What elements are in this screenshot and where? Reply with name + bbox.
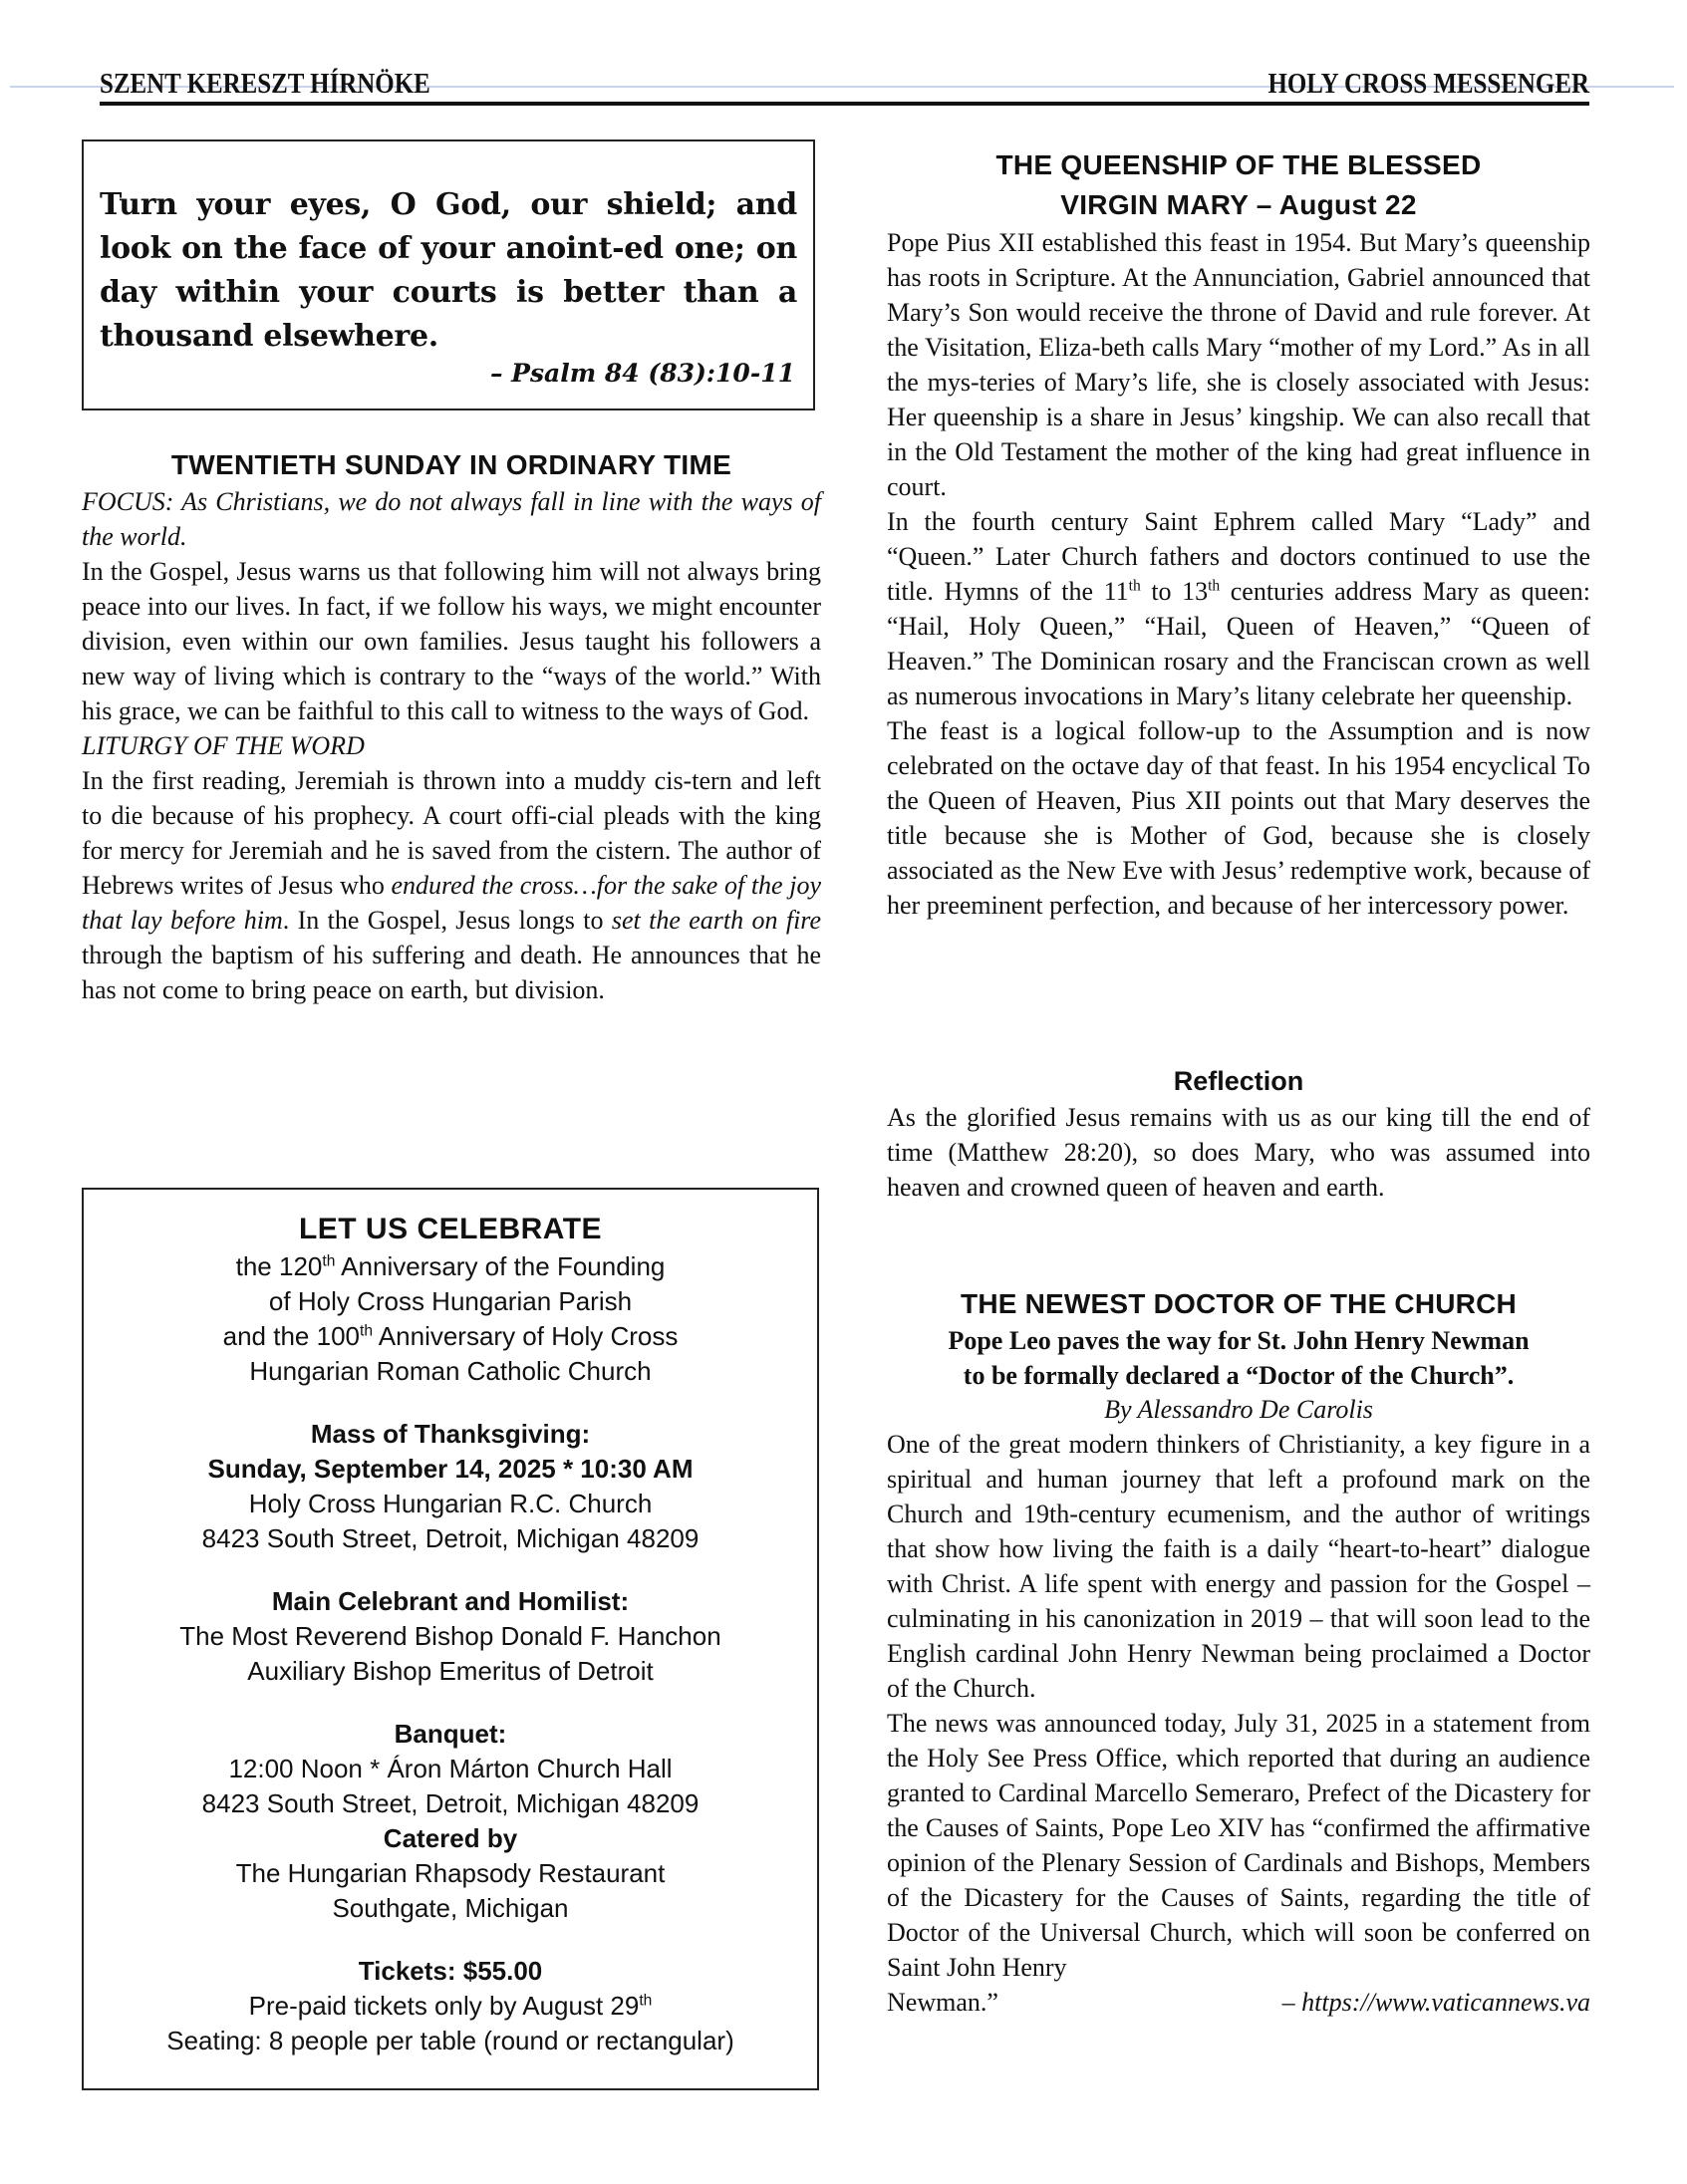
- article-paragraph: One of the great modern thinkers of Christianity, a key figure in a spiritual and human journey that left a profound mark on the Church and 19th-century ecumenism, and the author of writings that show how living the faith is a daily “heart-to-heart” dialogue with Christ. A life spent with energy and passion for the Gospel – culminating in his canonization in 2019 – that will soon lead to the English cardinal John Henry Newman being proclaimed a Doctor of the Church.: [887, 1430, 1590, 1703]
- scripture-citation: – Psalm 84 (83):10-11: [489, 359, 795, 388]
- queenship-paragraph: Pope Pius XII established this feast in 1954. But Mary’s queenship has roots in Scripture. At the Annunciation, Gabriel announced that Mary’s Son would receive the throne of David and rule forever. At the Visitation, Eliza-beth calls Mary “mother of my Lord.” As in all the mys-teries of Mary’s life, she is closely associated with Jesus: Her queenship is a share in Jesus’ kingship. We can also recall that in the Old Testament the mother of the king had great influence in court.: [887, 228, 1590, 501]
- celebrate-title: LET US CELEBRATE: [298, 1213, 603, 1245]
- reflection-paragraph: As the glorified Jesus remains with us as our king till the end of time (Matthew 28:20), so does Mary, who was assumed into heaven and crowned queen of heaven and earth.: [887, 1103, 1590, 1202]
- liturgy-text: through the baptism of his suffering and death. He announces that he has not come to bring peace on earth, but division.: [82, 941, 821, 1004]
- anniversary-line: and the 100th Anniversary of Holy Cross: [222, 1321, 679, 1351]
- header-english-title: HOLY CROSS MESSENGER: [1267, 68, 1589, 100]
- article-subheading: to be formally declared a “Doctor of the Church”.: [963, 1361, 1515, 1390]
- celebrate-announcement-box: [82, 1188, 819, 2090]
- anniversary-line: Hungarian Roman Catholic Church: [249, 1356, 652, 1386]
- banquet-address: 8423 South Street, Detroit, Michigan 48209: [201, 1788, 700, 1818]
- queenship-paragraph: In the fourth century Saint Ephrem called Mary “Lady” and “Queen.” Later Church fathers and doctors continued to use the title. Hymns of the 11th to 13th centuries address Mary as queen: “Hail, Holy Queen,” “Hail, Queen of Heaven,” “Queen of Heaven.” The Dominican rosary and the Franciscan crown as well as numerous invocations in Mary’s litany celebrate her queenship.: [887, 507, 1590, 710]
- liturgy-text: . In the Gospel, Jesus longs to: [282, 906, 612, 935]
- tickets-heading: Tickets: $55.00: [358, 1956, 543, 1986]
- liturgy-paragraph: [82, 763, 821, 1007]
- section-heading: Reflection: [1173, 1066, 1304, 1096]
- article-source-line: [887, 1985, 1590, 2020]
- section-heading: TWENTIETH SUNDAY IN ORDINARY TIME: [170, 449, 732, 480]
- article-last-line: Newman.”: [887, 1988, 998, 2017]
- anniversary-line: the 120th Anniversary of the Founding: [235, 1251, 666, 1281]
- section-heading: VIRGIN MARY – August 22: [1060, 189, 1417, 220]
- header-hungarian-title: SZENT KERESZT HÍRNÖKE: [100, 68, 430, 100]
- liturgy-text: In the first reading, Jeremiah is thrown into a muddy cis-tern and left to die because of his prophecy. A court offi-cial pleads with the king for mercy for Jeremiah and he is saved from the cistern. The author of Hebrews writes of Jesus who: [82, 766, 821, 900]
- liturgy-quote: endured the cross…for the sake of the joy that lay before him: [82, 871, 821, 935]
- anniversary-line: of Holy Cross Hungarian Parish: [268, 1286, 633, 1316]
- celebrant-title: Auxiliary Bishop Emeritus of Detroit: [247, 1656, 654, 1686]
- liturgy-label: LITURGY OF THE WORD: [82, 731, 365, 760]
- section-newest-doctor: [887, 1285, 1590, 2020]
- caterer-name: The Hungarian Rhapsody Restaurant: [235, 1858, 666, 1888]
- seating-note: Seating: 8 people per table (round or rectangular): [166, 2026, 734, 2055]
- source-link[interactable]: – https://www.vaticannews.va: [1281, 1988, 1590, 2017]
- scripture-box: [82, 139, 815, 410]
- celebrant-heading: Main Celebrant and Homilist:: [271, 1586, 630, 1616]
- page-header: [100, 68, 1589, 106]
- queenship-paragraph: The feast is a logical follow-up to the Assumption and is now celebrated on the octave day of that feast. In his 1954 encyclical To the Queen of Heaven, Pius XII points out that Mary deserves the title because she is Mother of God, because she is closely associated as the New Eve with Jesus’ redemptive work, because of her preeminent perfection, and because of her intercessory power.: [887, 716, 1590, 920]
- mass-heading: Mass of Thanksgiving:: [310, 1419, 591, 1449]
- celebrant-name: The Most Reverend Bishop Donald F. Hanchon: [179, 1621, 721, 1651]
- article-paragraph: The news was announced today, July 31, 2025 in a statement from the Holy See Press Office, which reported that during an audience granted to Cardinal Marcello Semeraro, Prefect of the Dicastery for the Causes of Saints, Pope Leo XIV has “confirmed the affirmative opinion of the Plenary Session of Cardinals and Bishops, Members of the Dicastery for the Causes of Saints, regarding the title of Doctor of the Universal Church, which will soon be conferred on Saint John Henry: [887, 1709, 1590, 1982]
- mass-place: Holy Cross Hungarian R.C. Church: [248, 1489, 653, 1518]
- section-reflection: [887, 1062, 1590, 1205]
- gospel-paragraph: In the Gospel, Jesus warns us that following him will not always bring peace into our lives. In fact, if we follow his ways, we might encounter division, even within our own families. Jesus taught his followers a new way of living which is contrary to the “ways of the world.” With his grace, we can be faithful to this call to witness to the ways of God.: [82, 557, 821, 725]
- scripture-quote: Turn your eyes, O God, our shield; and look on the face of your anoint-ed one; on day within your courts is better than a thousand elsewhere.: [100, 187, 797, 354]
- banquet-time-place: 12:00 Noon * Áron Márton Church Hall: [228, 1754, 673, 1783]
- focus-statement: FOCUS: As Christians, we do not always fall in line with the ways of the world.: [82, 487, 821, 551]
- article-byline: By Alessandro De Carolis: [1104, 1395, 1373, 1424]
- banquet-heading: Banquet:: [394, 1719, 507, 1749]
- liturgy-quote: set the earth on fire: [611, 906, 822, 935]
- mass-datetime: Sunday, September 14, 2025 * 10:30 AM: [207, 1454, 694, 1484]
- caterer-location: Southgate, Michigan: [332, 1893, 569, 1923]
- section-twentieth-sunday: [82, 446, 821, 1007]
- article-subheading: Pope Leo paves the way for St. John Henry Newman: [948, 1326, 1530, 1355]
- mass-address: 8423 South Street, Detroit, Michigan 48209: [201, 1523, 700, 1553]
- section-heading: THE QUEENSHIP OF THE BLESSED: [995, 149, 1482, 180]
- catered-heading: Catered by: [383, 1823, 518, 1853]
- section-heading: THE NEWEST DOCTOR OF THE CHURCH: [961, 1288, 1517, 1319]
- tickets-note: Pre-paid tickets only by August 29th: [248, 1991, 653, 2021]
- section-queenship: [887, 145, 1590, 923]
